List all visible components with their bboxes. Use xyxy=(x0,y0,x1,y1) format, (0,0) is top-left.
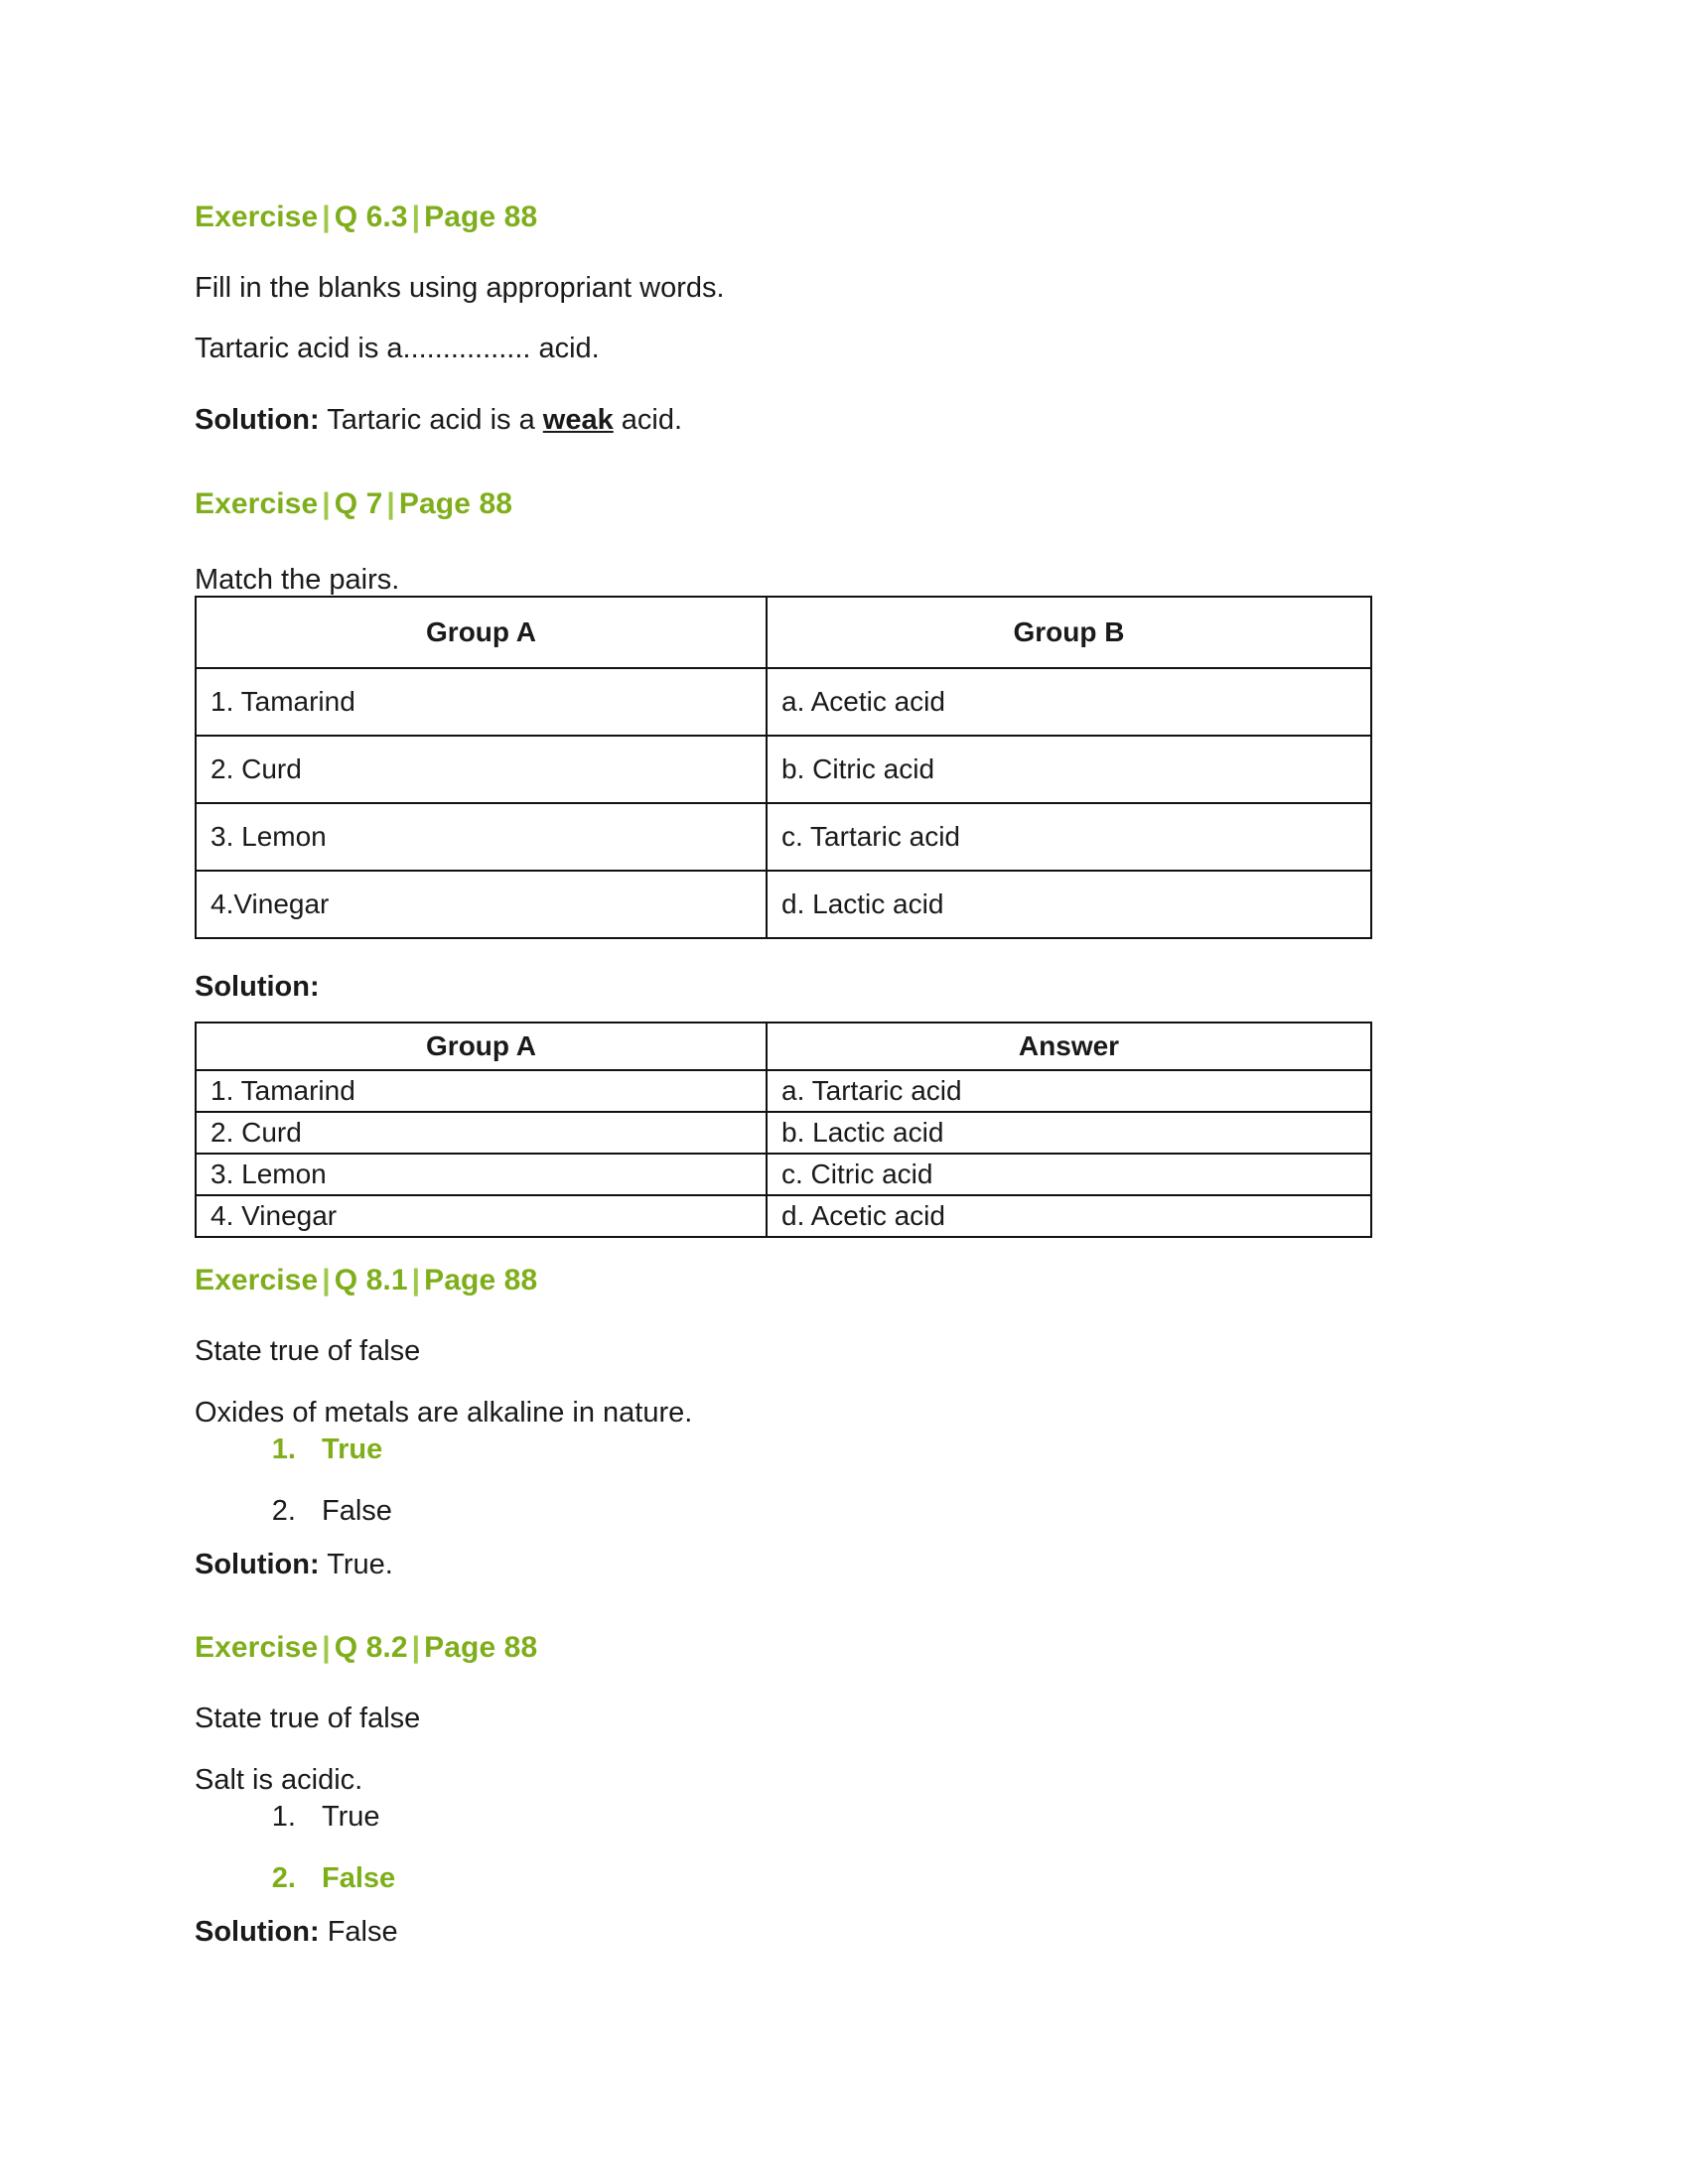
match-pairs-solution-table xyxy=(195,1022,1372,1238)
cell-group-a: 1. Tamarind xyxy=(196,1070,767,1112)
choice-option-true[interactable] xyxy=(304,1799,1436,1837)
solution-label: Solution: xyxy=(195,403,320,436)
exercise-label: Exercise xyxy=(195,1631,319,1665)
exercise-label: Exercise xyxy=(195,1264,319,1297)
section-q6-3 xyxy=(195,199,1436,440)
table-row xyxy=(196,871,1371,938)
table-row xyxy=(196,736,1371,803)
column-header-group-a: Group A xyxy=(196,1023,767,1070)
question-number: Q 8.1 xyxy=(334,1264,408,1297)
cell-group-b: c. Tartaric acid xyxy=(767,803,1371,871)
cell-answer: b. Lactic acid xyxy=(767,1112,1371,1154)
choice-label: False xyxy=(322,1861,396,1894)
column-header-answer: Answer xyxy=(767,1023,1371,1070)
section-q8-2 xyxy=(195,1629,1436,1951)
heading-separator: | xyxy=(322,201,331,233)
cell-group-a: 3. Lemon xyxy=(196,803,767,871)
exercise-heading-q8-2 xyxy=(195,1629,1436,1667)
exercise-heading-q8-1 xyxy=(195,1262,1436,1299)
choice-list-q8-2 xyxy=(195,1799,1436,1897)
exercise-label: Exercise xyxy=(195,201,319,233)
page-number: Page 88 xyxy=(398,486,513,520)
heading-separator: | xyxy=(411,201,421,233)
table-row xyxy=(196,1195,1371,1237)
choice-option-true[interactable] xyxy=(304,1432,1436,1469)
column-header-group-b: Group B xyxy=(767,597,1371,668)
section-q8-1 xyxy=(195,1262,1436,1583)
question-number: Q 8.2 xyxy=(334,1631,408,1665)
table-row xyxy=(196,1070,1371,1112)
question-prompt-q8-2: State true of false xyxy=(195,1702,421,1734)
cell-group-a: 4. Vinegar xyxy=(196,1195,767,1237)
cell-answer: a. Tartaric acid xyxy=(767,1070,1371,1112)
cell-group-a: 2. Curd xyxy=(196,736,767,803)
table-row xyxy=(196,1112,1371,1154)
question-statement-q8-2: Salt is acidic. xyxy=(195,1763,363,1796)
solution-answer: weak xyxy=(542,403,614,436)
cell-group-a: 2. Curd xyxy=(196,1112,767,1154)
table-row xyxy=(196,1154,1371,1195)
cell-group-a: 4.Vinegar xyxy=(196,871,767,938)
choice-label: True xyxy=(322,1801,380,1834)
question-prompt-q7: Match the pairs. xyxy=(195,564,400,597)
cell-group-a: 3. Lemon xyxy=(196,1154,767,1195)
document-content xyxy=(195,199,1436,1951)
question-statement-q6-3: Tartaric acid is a................ acid. xyxy=(195,333,600,365)
solution-q8-1 xyxy=(195,1547,1436,1584)
table-header-row xyxy=(196,597,1371,668)
column-header-group-a: Group A xyxy=(196,597,767,668)
solution-text: False xyxy=(327,1915,398,1948)
table-header-row xyxy=(196,1023,1371,1070)
question-number: Q 6.3 xyxy=(334,201,408,233)
cell-answer: c. Citric acid xyxy=(767,1154,1371,1195)
cell-answer: d. Acetic acid xyxy=(767,1195,1371,1237)
match-pairs-question-table xyxy=(195,596,1372,939)
question-prompt-q8-1: State true of false xyxy=(195,1334,421,1367)
heading-separator: | xyxy=(386,486,395,520)
heading-separator: | xyxy=(322,1631,331,1665)
solution-label: Solution: xyxy=(195,1548,320,1580)
solution-label-q7 xyxy=(195,969,1436,1007)
choice-option-false[interactable] xyxy=(304,1493,1436,1531)
page-number: Page 88 xyxy=(424,201,538,233)
solution-label: Solution: xyxy=(195,970,320,1003)
solution-prefix: Tartaric acid is a xyxy=(327,403,535,436)
heading-separator: | xyxy=(411,1264,421,1297)
solution-label: Solution: xyxy=(195,1915,320,1948)
cell-group-a: 1. Tamarind xyxy=(196,668,767,736)
exercise-heading-q7 xyxy=(195,485,1436,523)
page-number: Page 88 xyxy=(424,1631,538,1665)
page-number: Page 88 xyxy=(424,1264,538,1297)
solution-q8-2 xyxy=(195,1914,1436,1952)
solution-q6-3 xyxy=(195,402,1436,440)
choice-option-false[interactable] xyxy=(304,1860,1436,1898)
table-row xyxy=(196,668,1371,736)
section-q7 xyxy=(195,485,1436,1239)
choice-label: False xyxy=(322,1495,392,1527)
solution-suffix: acid. xyxy=(621,403,683,436)
question-number: Q 7 xyxy=(334,486,383,520)
table-row xyxy=(196,803,1371,871)
choice-label: True xyxy=(322,1433,383,1466)
question-prompt-q6-3: Fill in the blanks using appropriant words. xyxy=(195,271,725,304)
cell-group-b: a. Acetic acid xyxy=(767,668,1371,736)
heading-separator: | xyxy=(322,1264,331,1297)
choice-list-q8-1 xyxy=(195,1432,1436,1530)
heading-separator: | xyxy=(411,1631,421,1665)
question-statement-q8-1: Oxides of metals are alkaline in nature. xyxy=(195,1396,693,1429)
exercise-heading-q6-3 xyxy=(195,199,1436,236)
cell-group-b: b. Citric acid xyxy=(767,736,1371,803)
heading-separator: | xyxy=(322,486,331,520)
exercise-label: Exercise xyxy=(195,486,319,520)
solution-text: True. xyxy=(327,1548,393,1580)
cell-group-b: d. Lactic acid xyxy=(767,871,1371,938)
